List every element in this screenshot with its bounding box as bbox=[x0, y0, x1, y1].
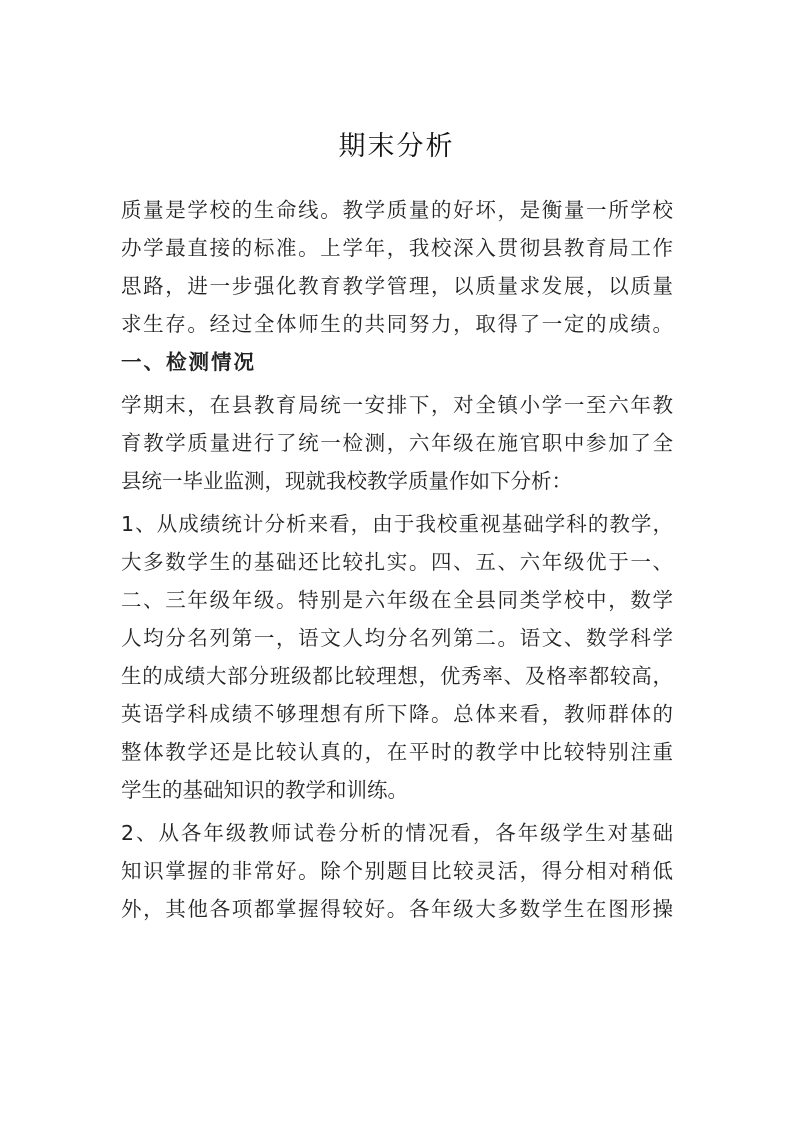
paragraph-line: 办学最直接的标准。上学年，我校深入贯彻县教育局工作 bbox=[121, 236, 673, 260]
paragraph-line: 知识掌握的非常好。除个别题目比较灵活，得分相对稍低 bbox=[121, 859, 673, 883]
paragraph-line: 1、从成绩统计分析来看，由于我校重视基础学科的教学， bbox=[121, 512, 673, 536]
paragraph-line: 思路，进一步强化教育教学管理，以质量求发展，以质量 bbox=[121, 274, 673, 298]
paragraph-line: 2、从各年级教师试卷分析的情况看，各年级学生对基础 bbox=[121, 821, 673, 845]
paragraph-line: 育教学质量进行了统一检测，六年级在施官职中参加了全 bbox=[121, 431, 673, 455]
paragraph-line: 外，其他各项都掌握得较好。各年级大多数学生在图形操 bbox=[121, 897, 673, 921]
paragraph-line: 质量是学校的生命线。教学质量的好坏，是衡量一所学校 bbox=[121, 198, 673, 222]
paragraph-line: 学生的基础知识的教学和训练。 bbox=[121, 778, 408, 802]
paragraph-line: 求生存。经过全体师生的共同努力，取得了一定的成绩。 bbox=[121, 312, 673, 336]
paragraph-line: 县统一毕业监测，现就我校教学质量作如下分析： bbox=[121, 469, 572, 493]
paragraph-line: 学期末，在县教育局统一安排下，对全镇小学一至六年教 bbox=[121, 393, 673, 417]
document-title: 期末分析 bbox=[338, 131, 455, 162]
section-heading: 一、检测情况 bbox=[121, 350, 256, 374]
paragraph-line: 生的成绩大部分班级都比较理想，优秀率、及格率都较高， bbox=[121, 664, 673, 688]
paragraph-line: 人均分名列第一，语文人均分名列第二。语文、数学科学 bbox=[121, 626, 673, 650]
paragraph-line: 整体教学还是比较认真的，在平时的教学中比较特别注重 bbox=[121, 740, 673, 764]
paragraph-line: 大多数学生的基础还比较扎实。四、五、六年级优于一、 bbox=[121, 550, 673, 574]
paragraph-line: 二、三年级年级。特别是六年级在全县同类学校中，数学 bbox=[121, 588, 673, 612]
paragraph-line: 英语学科成绩不够理想有所下降。总体来看，教师群体的 bbox=[121, 702, 673, 726]
